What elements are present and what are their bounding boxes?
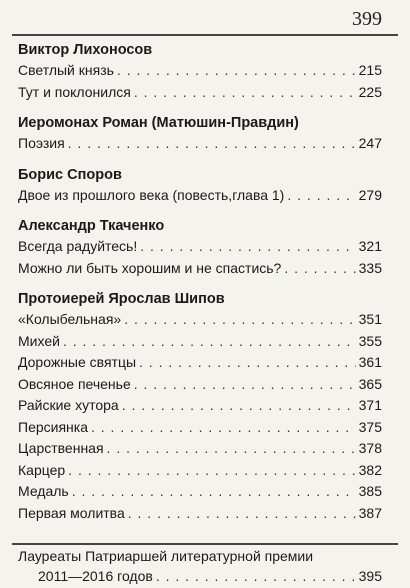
leader-dots [68,460,355,482]
toc-entry [18,374,382,396]
entry-page: 351 [358,311,382,327]
leader-dots [117,60,356,82]
entry-title: 2011—2016 годов [38,568,153,584]
author-heading: Виктор Лихоносов [18,42,153,58]
leader-dots [140,236,355,258]
laureates-entry [18,546,382,588]
entry-title: Дорожные святцы [18,354,137,370]
entry-page: 365 [358,375,382,392]
toc-entry [18,460,382,482]
entry-title: Райские хутора [18,397,119,413]
toc-entry [18,309,382,331]
leader-dots [139,352,356,374]
entry-title: Михей [18,332,60,349]
toc-entry [18,185,382,207]
leader-dots [91,417,356,439]
entry-page: 355 [358,332,382,349]
entry-page: 215 [358,62,382,78]
entry-title: Двое из прошлого века (повесть,глава 1) [18,186,285,203]
entry-title: Всегда радуйтесь! [18,238,138,254]
entry-title: «Колыбельная» [18,311,122,327]
entry-page: 279 [358,186,382,203]
entry-title: Овсяное печенье [18,375,131,392]
entry-page: 387 [358,504,382,521]
leader-dots [68,133,356,155]
leader-dots [287,185,355,207]
entry-title: Светлый князь [18,62,114,78]
entry-title: Поэзия [18,135,65,151]
entry-title: Можно ли быть хорошим и не спастись? [18,259,282,276]
toc-entry [18,395,382,417]
author-heading: Александр Ткаченко [18,218,165,234]
toc-entry [18,352,382,374]
entry-page: 361 [358,354,382,370]
entry-page: 382 [358,461,382,478]
author-heading: Иеромонах Роман (Матюшин-Правдин) [18,115,299,131]
author-heading: Борис Споров [18,166,122,183]
bottom-rule [12,543,398,545]
toc-entry [18,60,382,82]
toc-entry [18,566,382,588]
entry-page: 225 [358,83,382,100]
leader-dots [72,481,356,503]
toc-entry [18,133,382,155]
laureates-title: Лауреаты Патриаршей литературной премии [18,548,314,564]
table-of-contents [18,40,382,588]
entry-page: 375 [358,418,382,435]
entry-page: 378 [358,440,382,456]
entry-page: 395 [358,568,382,584]
entry-page: 335 [358,259,382,276]
leader-dots [134,374,356,396]
leader-dots [134,82,356,104]
toc-entry [18,82,382,104]
toc-entry [18,236,382,258]
entry-page: 385 [358,483,382,499]
top-rule [12,34,398,36]
leader-dots [63,331,356,353]
entry-page: 247 [358,135,382,151]
toc-entry [18,258,382,280]
entry-title: Царственная [18,440,104,456]
toc-entry [18,331,382,353]
toc-entry [18,438,382,460]
entry-title: Медаль [18,483,69,499]
toc-entry [18,503,382,525]
leader-dots [122,395,356,417]
entry-title: Тут и поклонился [18,83,131,100]
author-heading: Протоиерей Ярослав Шипов [18,291,225,307]
toc-entry [18,417,382,439]
leader-dots [124,309,355,331]
toc-entry [18,481,382,503]
leader-dots [128,503,356,525]
leader-dots [284,258,355,280]
entry-title: Персиянка [18,418,88,435]
entry-title: Первая молитва [18,504,125,521]
entry-title: Карцер [18,461,66,478]
entry-page: 321 [358,238,382,254]
leader-dots [156,566,356,588]
page-number: 399 [352,8,382,30]
entry-page: 371 [358,397,382,413]
leader-dots [107,438,356,460]
